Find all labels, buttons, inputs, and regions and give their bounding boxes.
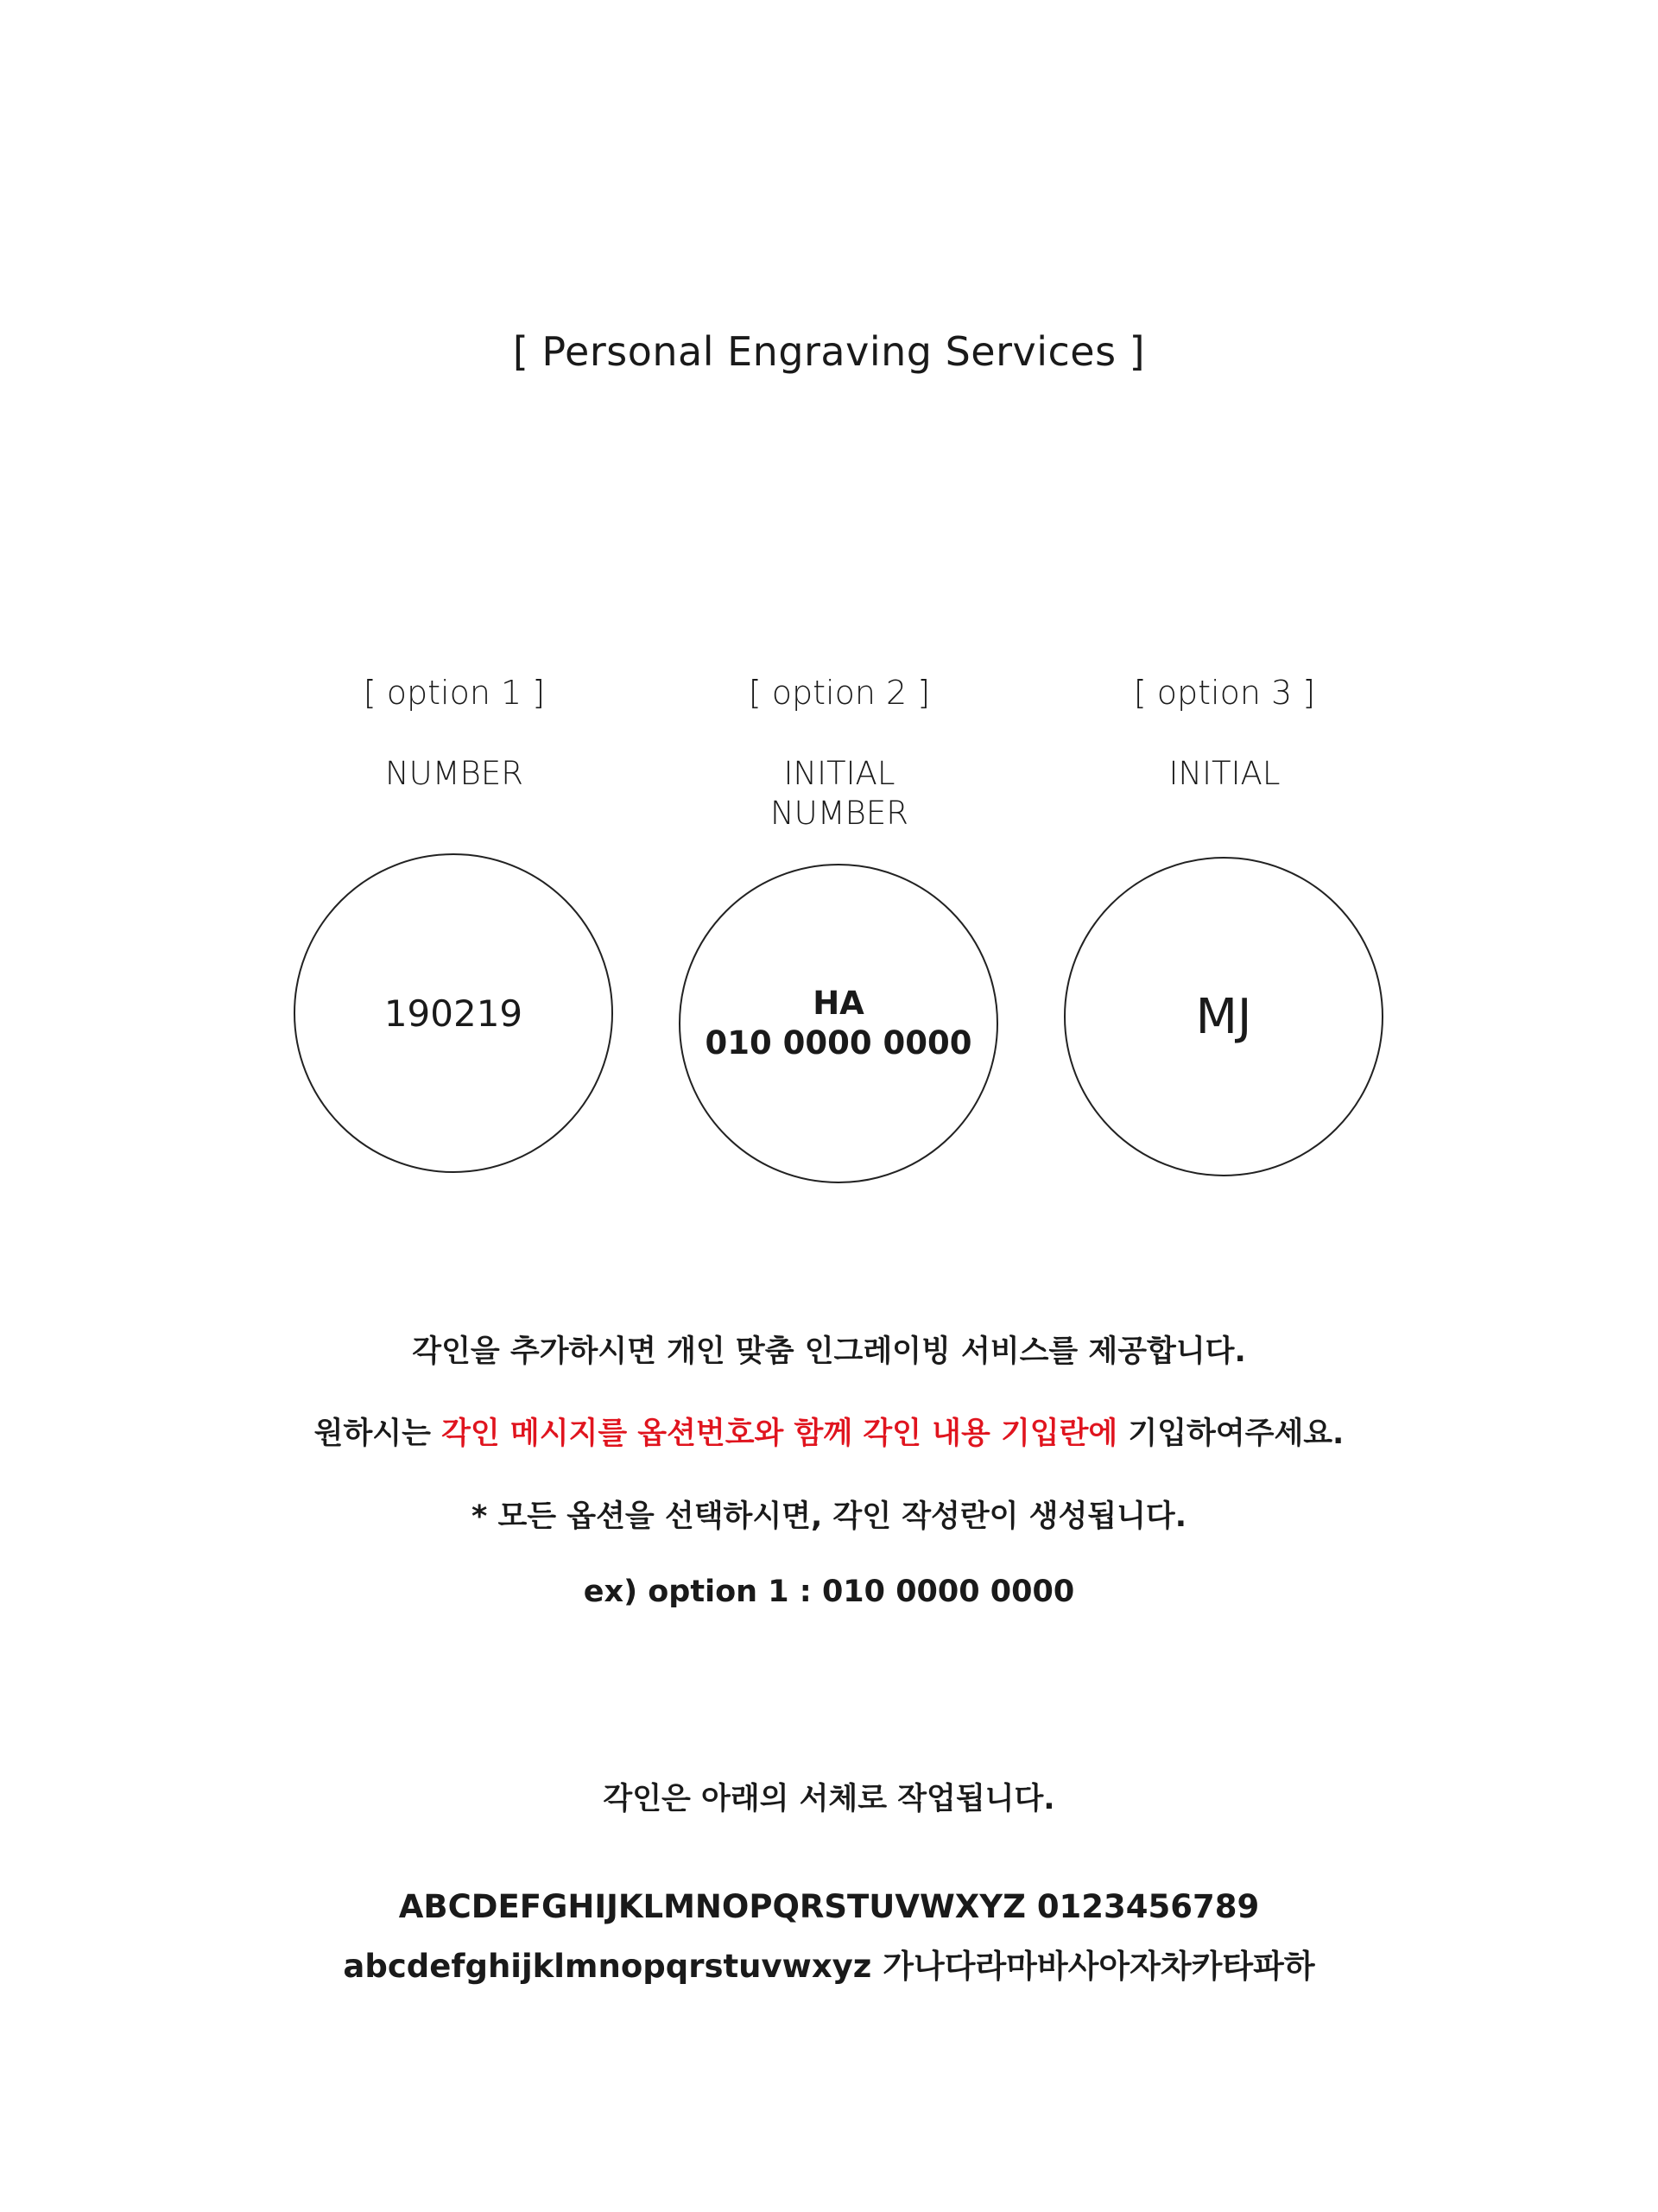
info-line-note: * 모든 옵션을 선택하시면, 각인 작성란이 생성됩니다. — [471, 1499, 1187, 1534]
option-type-line: INITIAL — [783, 755, 895, 792]
engraving-sample-text: 010 0000 0000 — [705, 1024, 972, 1062]
engraving-sample-text: 190219 — [383, 992, 523, 1035]
option-type-line: NUMBER — [385, 755, 523, 792]
engraving-sample-circle-3 — [1064, 857, 1383, 1176]
option-label: [ option 2 ] — [748, 674, 931, 712]
option-type — [1035, 754, 1414, 794]
info-line-example: ex) option 1 : 010 0000 0000 — [583, 1575, 1075, 1609]
info-instruction-suffix: 기입하여주세요. — [1117, 1417, 1345, 1451]
info-instruction-highlight: 각인 메시지를 옵션번호와 함께 각인 내용 기입란에 — [441, 1417, 1118, 1451]
option-label: [ option 1 ] — [363, 674, 546, 712]
option-type-line: NUMBER — [770, 795, 908, 832]
engraving-sample-text: HA — [813, 985, 864, 1022]
option-type — [264, 754, 644, 794]
info-instruction-prefix: 원하시는 — [313, 1417, 442, 1451]
info-line-service: 각인을 추가하시면 개인 맞춤 인그레이빙 서비스를 제공합니다. — [412, 1334, 1246, 1369]
option-type — [649, 754, 1029, 833]
font-sample-lower: abcdefghijklmnopqrstuvwxyz 가나다라마바사아자차카타파하 — [343, 1948, 1315, 1985]
engraving-sample-circle-1 — [294, 853, 613, 1173]
engraving-sample-text: MJ — [1195, 988, 1252, 1045]
page-title: [ Personal Engraving Services ] — [512, 328, 1146, 375]
option-label: [ option 3 ] — [1133, 674, 1316, 712]
option-type-line: INITIAL — [1168, 755, 1281, 792]
engraving-sample-circle-2 — [679, 864, 998, 1183]
info-line-instruction — [0, 1410, 1658, 1453]
font-info-heading: 각인은 아래의 서체로 작업됩니다. — [603, 1782, 1055, 1816]
font-sample-upper: ABCDEFGHIJKLMNOPQRSTUVWXYZ 0123456789 — [398, 1888, 1260, 1925]
